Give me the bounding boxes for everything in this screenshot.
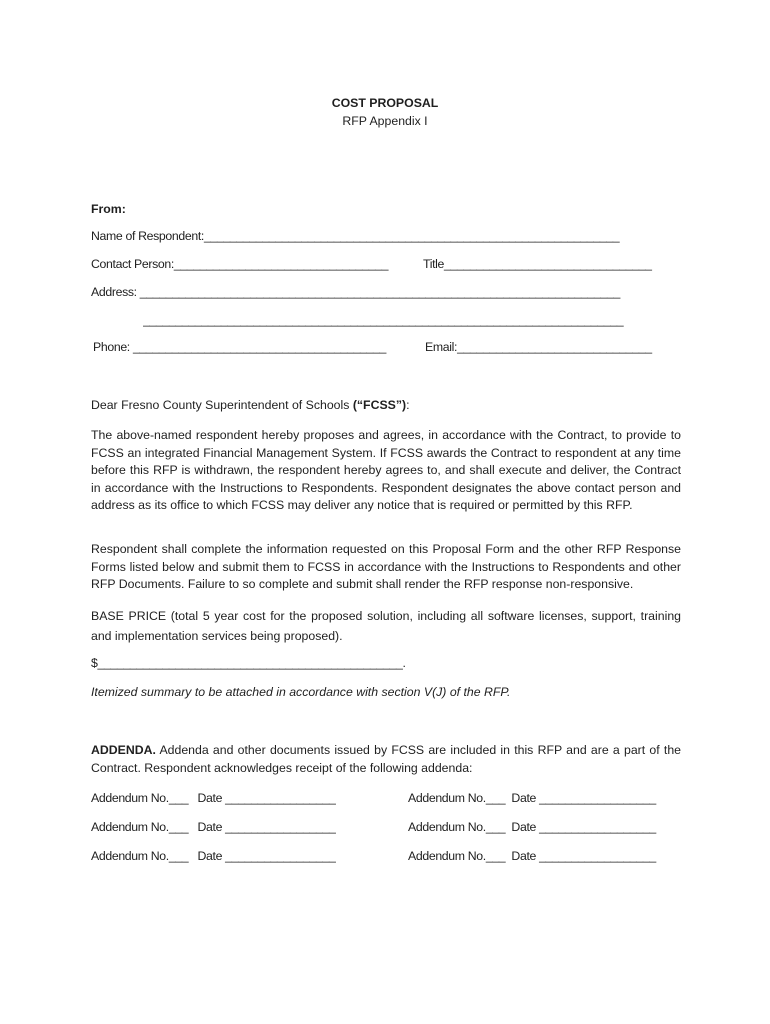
- name-of-respondent-field[interactable]: Name of Respondent:________________________________________________________________: [91, 229, 620, 243]
- addendum-row-3-right[interactable]: Addendum No.___ Date __________________: [408, 849, 656, 863]
- address-field-line1[interactable]: Address: __________________________________________________________________________: [91, 285, 620, 299]
- addendum-row-2-left[interactable]: Addendum No.___ Date _________________: [91, 820, 336, 834]
- title-field[interactable]: Title________________________________: [423, 257, 652, 271]
- addenda-text: Addenda and other documents issued by FCSS are included in this RFP and are a part of the Contract. Respondent acknowledges receipt of the following addenda:: [91, 743, 681, 775]
- base-price-field[interactable]: $_______________________________________________.: [91, 656, 406, 670]
- addendum-row-1-left[interactable]: Addendum No.___ Date _________________: [91, 791, 336, 805]
- salutation: [91, 398, 410, 412]
- contact-person-field[interactable]: Contact Person:_________________________________: [91, 257, 389, 271]
- addendum-row-3-left[interactable]: Addendum No.___ Date _________________: [91, 849, 336, 863]
- address-field-line2[interactable]: __________________________________________________________________________: [143, 313, 624, 327]
- proposal-paragraph-2: Respondent shall complete the information requested on this Proposal Form and the other RFP Response Forms listed below and submit them to FCSS in accordance with the Instructions to Respondents and other RFP Documents. Failure to so complete and submit shall render the RFP response non-responsive.: [91, 542, 681, 591]
- salutation-fcss: (“FCSS”): [352, 398, 407, 412]
- page-subtitle: RFP Appendix I: [342, 114, 428, 128]
- base-price-paragraph: BASE PRICE (total 5 year cost for the proposed solution, including all software licenses, support, training and implementation services being proposed).: [91, 609, 681, 643]
- proposal-paragraph-1: The above-named respondent hereby proposes and agrees, in accordance with the Contract, to provide to FCSS an integrated Financial Management System. If FCSS awards the Contract to respondent at any time before this RFP is withdrawn, the respondent hereby agrees to, and shall execute and deliver, the Contract in accordance with the Instructions to Respondents. Respondent designates the above contact person and address as its office to which FCSS may deliver any notice that is required or permitted by this RFP.: [91, 428, 681, 512]
- page-title: COST PROPOSAL: [331, 96, 439, 110]
- email-field[interactable]: Email:______________________________: [425, 340, 652, 354]
- addendum-row-1-right[interactable]: Addendum No.___ Date __________________: [408, 791, 656, 805]
- phone-field[interactable]: Phone: _______________________________________: [93, 340, 387, 354]
- addenda-heading: ADDENDA.: [91, 743, 156, 757]
- addendum-row-2-right[interactable]: Addendum No.___ Date __________________: [408, 820, 656, 834]
- addenda-paragraph: [91, 742, 681, 777]
- salutation-text: Dear Fresno County Superintendent of Schools: [91, 398, 353, 412]
- itemized-summary-note: Itemized summary to be attached in accordance with section V(J) of the RFP.: [91, 685, 511, 699]
- salutation-colon: :: [406, 398, 410, 412]
- from-heading: From:: [91, 202, 126, 216]
